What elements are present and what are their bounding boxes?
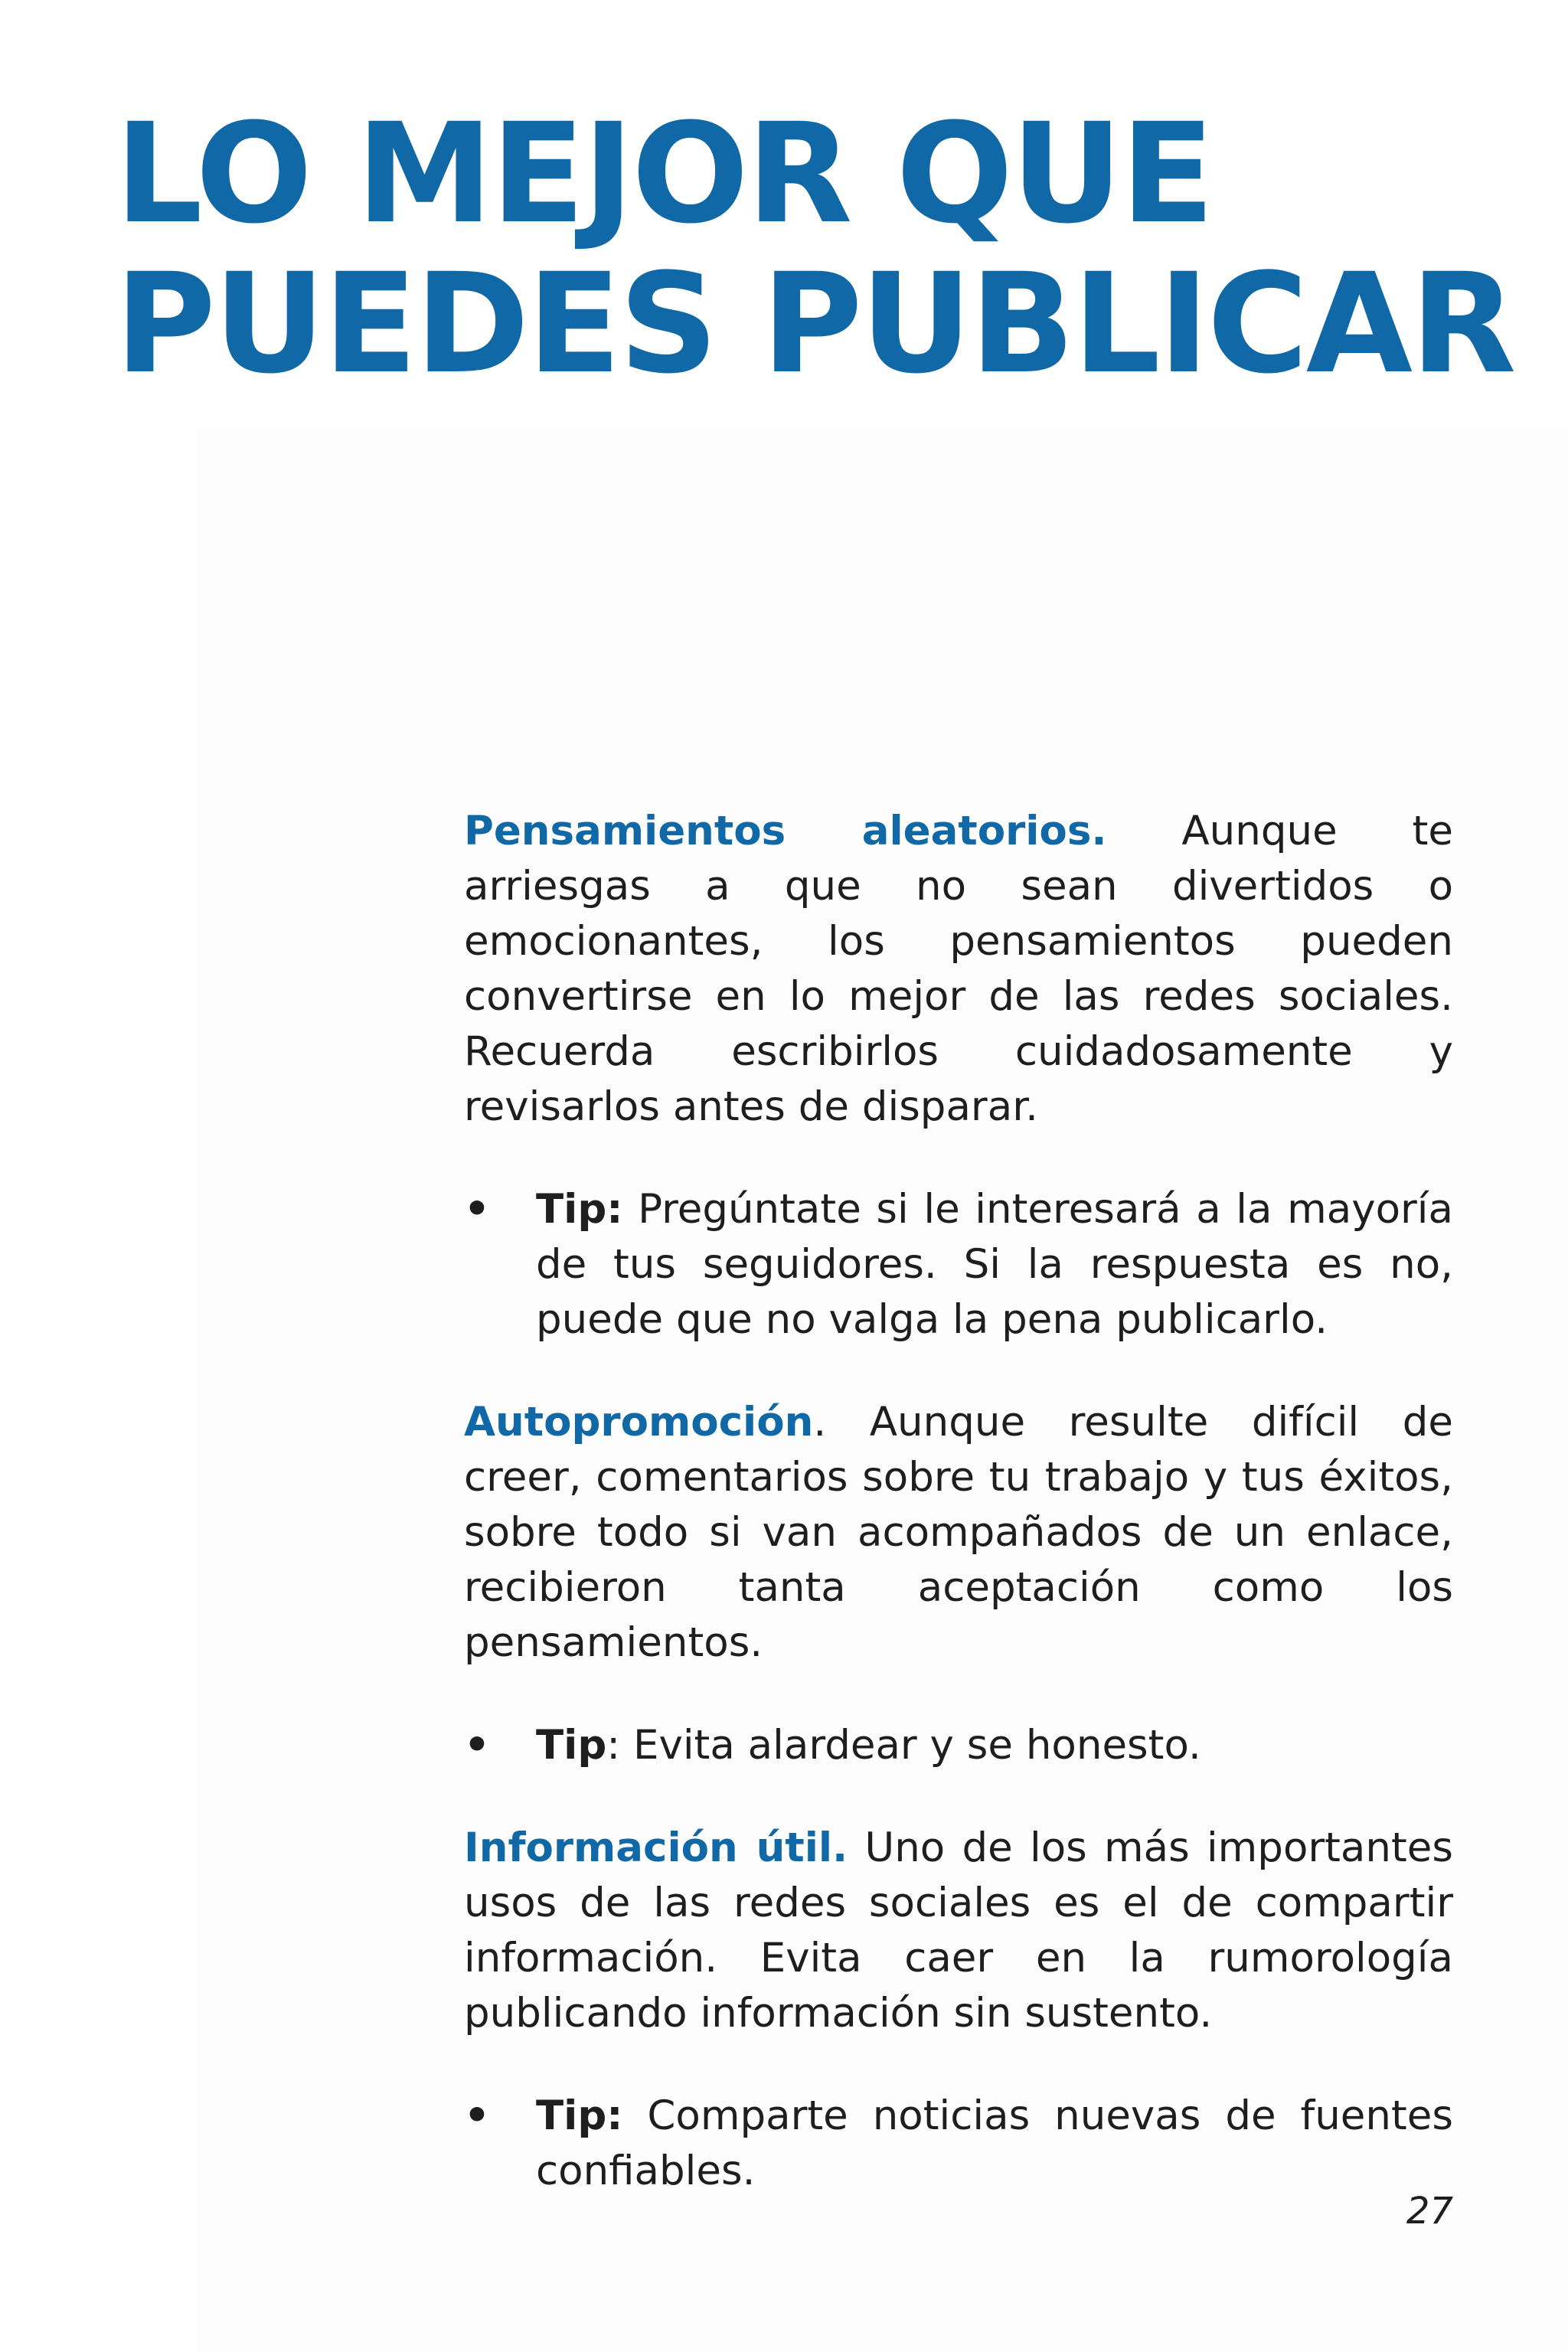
tip-label: Tip: [536, 1722, 607, 1769]
tip-text: Comparte noticias nuevas de fuentes confiables.: [536, 2092, 1453, 2194]
section-text: Uno de los más importantes usos de las redes sociales es el de compartir información. Evita caer en la rumorología publicando información sin sustento.: [464, 1824, 1454, 2037]
section-text: Aunque te arriesgas a que no sean divertidos o emocionantes, los pensamientos pueden convertirse en lo mejor de las redes sociales. Recuerda escribirlos cuidadosamente y revisarlos antes de disparar.: [464, 808, 1453, 1130]
tip-text: Pregúntate si le interesará a la mayoría de tus seguidores. Si la respuesta es no, puede que no valga la pena publicarlo.: [536, 1186, 1453, 1343]
bullet-icon: •: [464, 1722, 490, 1769]
article-body: [464, 804, 1453, 2246]
title-line-1: LO MEJOR QUE: [115, 94, 1213, 254]
section-self-promotion: [464, 1395, 1453, 1671]
bullet-icon: •: [464, 2092, 490, 2139]
section-random-thoughts: [464, 804, 1453, 1135]
tip-label: Tip:: [536, 2092, 623, 2139]
tip-item: [464, 1718, 1453, 1773]
tip-label: Tip:: [536, 1186, 623, 1233]
bullet-icon: •: [464, 1186, 490, 1233]
section-text: . Aunque resulte difícil de creer, comentarios sobre tu trabajo y tus éxitos, sobre todo si van acompañados de un enlace, recibieron tanta aceptación como los pensamientos.: [464, 1399, 1453, 1666]
page-title: [115, 94, 1524, 404]
section-heading: Autopromoción: [464, 1399, 814, 1446]
tip-item: [464, 2089, 1453, 2199]
page-number: 27: [1406, 2190, 1453, 2233]
tip-text: : Evita alardear y se honesto.: [606, 1722, 1201, 1769]
tip-item: [464, 1182, 1453, 1348]
section-heading: Pensamientos aleatorios.: [464, 808, 1107, 854]
section-heading: Información útil.: [464, 1824, 848, 1871]
title-line-2: PUEDES PUBLICAR: [115, 244, 1514, 404]
section-useful-information: [464, 1821, 1453, 2041]
